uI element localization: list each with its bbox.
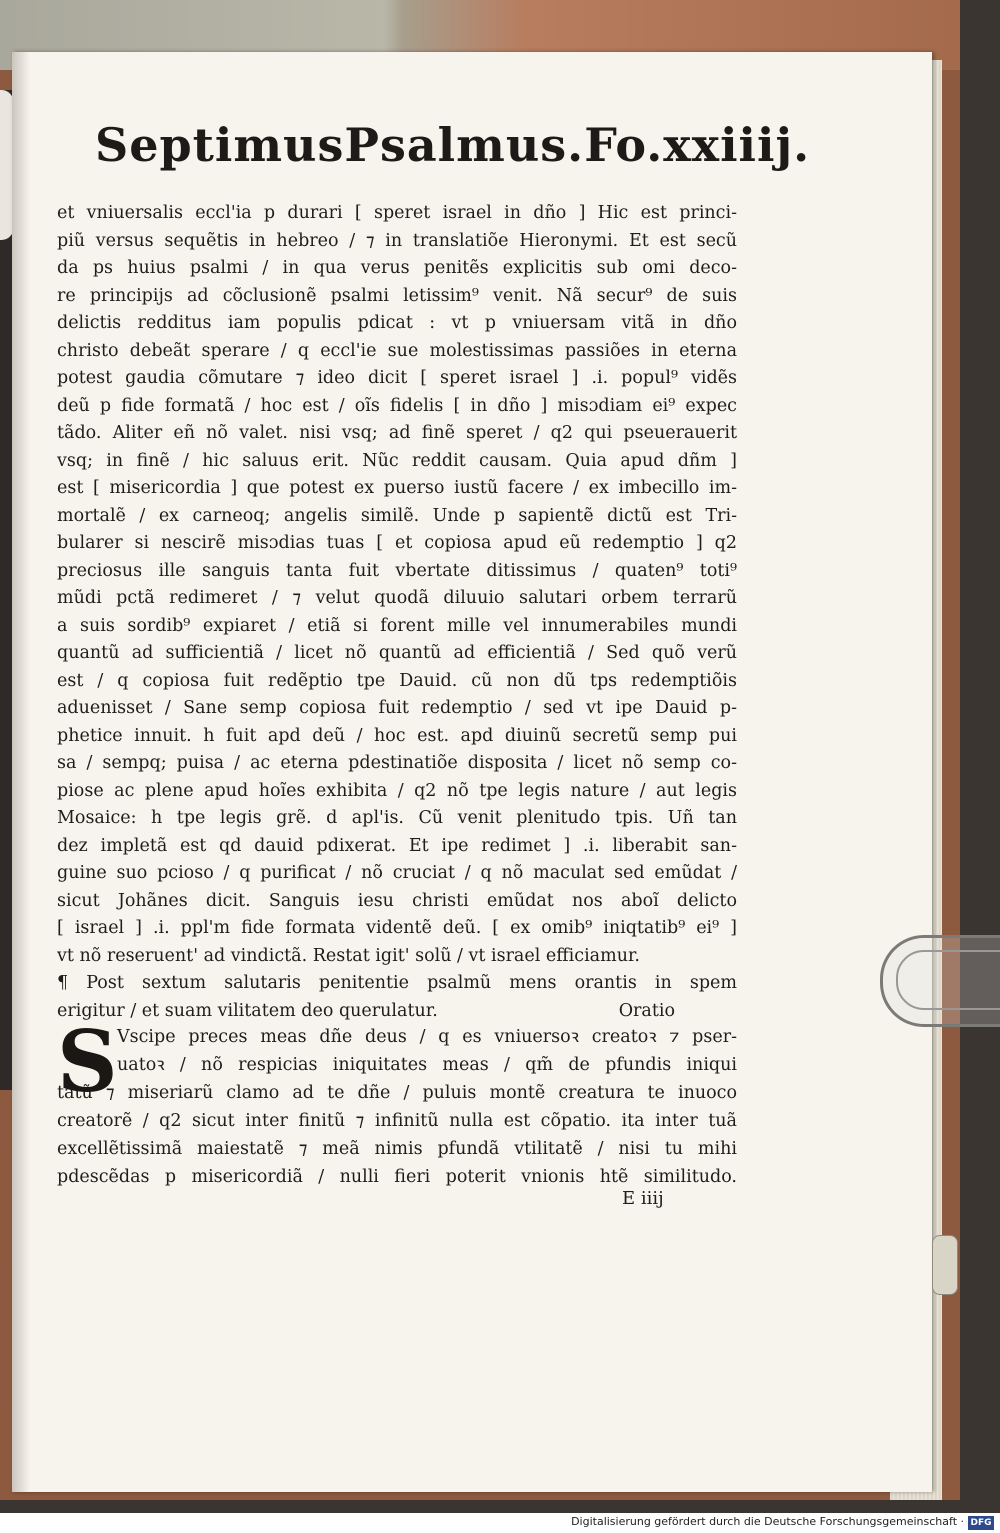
text-line: preciosus ille sanguis tanta fuit vbertate ditissimus / quaten⁹ toti⁹ (57, 560, 737, 581)
text-line: [ israel ] .i. ppl'm fide formata videntẽ deũ. [ ex omib⁹ iniqtatib⁹ ei⁹ ] (57, 918, 737, 938)
text-line: sa / sempq; puisa / ac eterna pdestinatiõe disposita / licet nõ semp co- (57, 753, 737, 773)
prayer-line: uatoꝛ / nõ respicias iniquitates meas / qm̃ de pfundis iniqui (117, 1055, 737, 1075)
text-line: est [ misericordia ] que potest ex puerso iustũ facere / ex imbecillo im- (57, 478, 737, 498)
page-gutter-shadow (12, 52, 30, 1492)
text-line: piose ac plene apud hoĩes exhibita / q2 nõ tpe legis nature / aut legis (57, 780, 737, 801)
text-line: aduenisset / Sane semp copiosa fuit redemptio / sed vt ipe Dauid p- (57, 698, 737, 718)
text-line: dez impletã est qd dauid pdixerat. Et ipe redimet ] .i. liberabit san- (57, 835, 737, 856)
header-folio: Fo.xxiiij. (584, 118, 811, 172)
text-line: deũ p fide formatã / hoc est / oĩs fidelis [ in dño ] misɔdiam ei⁹ expec (57, 395, 737, 416)
running-header (95, 118, 811, 184)
prayer-line: excellẽtissimã maiestatẽ ⁊ meã nimis pfundã vtilitatẽ / nisi tu mihi (57, 1139, 737, 1159)
drop-capital: S (57, 1012, 118, 1111)
text-line: a suis sordib⁹ expiaret / etiã si forent mille vel innumerabiles mundi (57, 615, 737, 636)
prayer-line: creatorẽ / q2 sicut inter finitũ ⁊ infinitũ nulla est cõpatio. ita inter tuã (57, 1111, 737, 1131)
text-line: mortalẽ / ex carneoq; angelis similẽ. Unde p sapientẽ dictũ est Tri- (57, 505, 737, 526)
header-middle: Psalmus. (344, 118, 585, 172)
prayer-line: tatũ ⁊ miseriarũ clamo ad te dñe / puluis montẽ creatura te inuoco (57, 1083, 737, 1103)
prayer-line: Vscipe preces meas dñe deus / q es vniuersoꝛ creatoꝛ ⁊ pser- (117, 1027, 737, 1047)
paper-clip-inner (896, 950, 1000, 1010)
prayer-line: pdescẽdas p misericordiã / nulli fieri poterit vnionis htẽ similitudo. (57, 1167, 737, 1187)
text-line: est / q copiosa fuit redẽptio tpe Dauid. cũ non dũ tps redemptiõis (57, 670, 737, 691)
text-line: Mosaice: h tpe legis grẽ. d apl'is. Cũ venit plenitudo tpis. Uñ tan (57, 808, 737, 828)
text-line: et vniuersalis eccl'ia p durari [ speret israel in dño ] Hic est princi- (57, 203, 737, 223)
header-left: Septimus (95, 118, 345, 172)
rubric-line-with-label (57, 998, 737, 1026)
commentary-text (57, 200, 737, 1025)
text-line: delictis redditus iam populis pdicat : vt p vniuersam vitã in dño (57, 313, 737, 333)
text-line: potest gaudia cõmutare ⁊ ideo dicit [ speret israel ] .i. popul⁹ vidẽs (57, 368, 737, 388)
text-line: vt nõ reseruent' ad vindictã. Restat igit' solũ / vt israel efficiamur. (57, 945, 640, 966)
signature-mark: E iiij (622, 1188, 664, 1209)
text-line: piũ versus sequẽtis in hebreo / ⁊ in translatiõe Hieronymi. Et est secũ (57, 230, 737, 251)
text-line: christo debeãt sperare / q eccl'ie sue molestissimas passiões in eterna (57, 340, 737, 361)
prayer-block (57, 1012, 737, 1191)
rubric-line: ¶ Post sextum salutaris penitentie psalmũ mens orantis in spem (57, 973, 737, 993)
text-line: vsq; in finẽ / hic saluus erit. Nũc reddit causam. Quia apud dñm ] (57, 450, 737, 471)
text-line: da ps huius psalmi / in qua verus penitẽs explicitis sub omi deco- (57, 258, 737, 278)
text-line: bularer si nescirẽ misɔdias tuas [ et copiosa apud eũ redemptio ] q2 (57, 533, 737, 553)
oratio-label: Oratio (618, 1000, 675, 1021)
dfg-logo: DFG (968, 1516, 994, 1530)
text-line: phetice innuit. h fuit apd deũ / hoc est. apd diuinũ secretũ semp pui (57, 725, 737, 746)
text-line: guine suo pcioso / q purificat / nõ cruciat / q nõ maculat sed emũdat / (57, 863, 737, 883)
text-line: re principijs ad cõclusionẽ psalmi letissim⁹ venit. Nã secur⁹ de suis (57, 285, 737, 306)
text-line: quantũ ad sufficientiã / licet nõ quantũ ad efficientiã / Sed quõ verũ (57, 643, 737, 663)
funding-credit: Digitalisierung gefördert durch die Deutsche Forschungsgemeinschaft · (571, 1515, 964, 1528)
rubric-text: erigitur / et suam vilitatem deo querulatur. (57, 1000, 438, 1021)
text-line: tãdo. Aliter eñ nõ valet. nisi vsq; ad finẽ speret / q2 qui pseuerauerit (57, 423, 737, 443)
text-line: mũdi pctã redimeret / ⁊ velut quodã diluuio salutari orbem terrarũ (57, 588, 737, 608)
bottom-page-tab (932, 1235, 958, 1295)
text-line: sicut Johãnes dicit. Sanguis iesu christi emũdat nos aboĩ delicto (57, 890, 737, 911)
